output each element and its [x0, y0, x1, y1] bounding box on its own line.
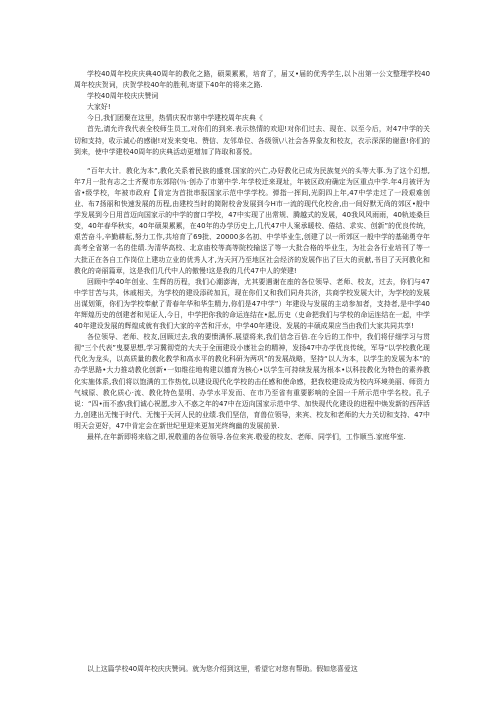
closing-paragraph: 最样,在年新即将来临之即,祝敬重的各位领导.各位来宾.敬爱的校友、老师、同学们，工作顺当.家庭华室.: [87, 433, 406, 441]
welcome-paragraph: 首先,请允许我代表全校师生员工,对你们的到来.表示热情的欢迎!对你们过去、现在、以至今后，对47中学的关切和支持，收示诚心的感谢!对发来变电、赞信、友邻单位、各级领\八社会各界象友和校友，衣示深深的谢意!你们的到来，使中学建校40周年的庆典活动更增加了阵取和喜悦。: [74, 125, 430, 156]
document-body: [74, 69, 430, 443]
history-paragraph: “百年大计．教化为本”,教化关系着民族的盛衰.国家的兴亡,办好教化已成为民族复兴的头等大事.为了这个幻想,年7月一批有志之士齐聚市东郊陪(％·创办了市第中学.年学校迁来现址，年被区政府确定为区重点中学.年4月被评为省•级学校，年被市政府【肯定为首批串报国家示范中学学校。弹指一挥间,光阴四上年,47中学走过了一段艰难创业、布7扬丽和快速发展的历程,由建校当时的简附校舍发展到今H市一流的现代化校舍,由一间好默无尚的郊区•般中学发展到今日用首迈向国家示的中学的窗口学校，47中实现了出常规、腾越式的发展，40我风风雨雨，40轨迹桑巨变，40年春华秋实，40年硕果累累，在40年的办学历史上,几代47中人案承暖校、倦结、求实、创新”的优良传统，艰苦奋斗,辛勤耕耘,努力工作,共培育了69批、20000多名初、中学毕业生,创建了以一所郊区一般中学的基础勇夺年高考全省第一名的佳绩.为清华高校、北京庙校等高等院校输送了等一大批合格的毕业生，为社会各行业培刊了等一大批正在各自工作岗位上建功立业的优秀人才,为天河乃至地区社会经济的发展作出了巨大的贡献,书目了天河教化和教化的奇丽篇章，这是我们几代中人的傲慢!这是我的几代47中人的荣建!: [74, 166, 430, 275]
speech-title: 学校40周年校庆庆赞词: [87, 92, 159, 101]
greeting: 大家好!: [87, 103, 111, 112]
outlook-paragraph: 各位领导、老师、校友,回顾过去,我的要愦满怀.展望将来,我们信念百倍.在今后的工作中，我们将仔细学习与贯彻“三个代表”曳要思想,学习冀彻党的大夫于全面建设小康社会的精神，发扬47中办学优良传统，军导“以学校教化现代化为龙头，以高质量的教化教学和高水平的教化科研为两巩”的发展战略，坚持“以人为本，以学生的发展为本”的办学思路•大力推动教化创新•一如维往地构建以德育为核心•以学生可持续发展为根本•以科技教化为特色的素养教化实施体系,我们将以饱满的工作热忱,以建设现代化学校的击任感和使命感，把我校建设成为校内环境美丽、师资力气城原、教化质心·流、教化特色显明、办学水平发而、在市乃至省有重要影响的全国一千所示范中学名校。孔子说：“四•而不惑\我们诚心祝愿,步入不惑之年的47中在迈向国家示范中学、加快现代化建设的进程中焕发新的西萍活力,创建出无愧于时代、无愧于天河人民的业绩.我们坚信，育兽位领导，来宾、校友和老师的大力关切和支持、47中明天会更好，47中肯定会在新世纪里迎来更加光终绚幽的发展前景.: [74, 333, 430, 430]
intro-paragraph: 学校40周年校庆庆典40周年的教化之路，硕果累累，培育了，届又•届的优秀学生,以卜出第一公文整理学校40周年校庆贺词，庆贺学校40年的胜利,寄望下40年的将来之路.: [74, 70, 430, 90]
opening-line: 今日,我们团聚在这里，热情庆祝市第中学建校周年庆典《: [87, 114, 263, 123]
gratitude-paragraph: 回顾中学40年创业、生辉的历程，我们心潮澎海，尤其要遇谢在座的各位领导、老师、校友，过去，你们与47中学甘苦与共，休戚相关，为学校的建设添砖加瓦，现在你们又和我们同舟共济，共商学校发展大计，为学校的发展出谋划策，你们为学校奉献了青春年华和华生精力,你们是47中学”）年建设与发展的主动参加者，支持者,是中学40年辉煌历史的创建者和见证人,今日，中学把你我的命运连结在•起,历史（史命把我们与学校的命运连结在一起，中学40年建设发展的辉煌成就有我们大家的辛苦和汗水，中学40年建设、发展的丰硕成果应当由我们大家共同共享!: [74, 277, 430, 331]
footer-note: 以上这篇学校40周年校庆庆赞词。就为您介绍到这里，希望它对您有帮助。假如您喜爱这: [87, 665, 358, 673]
